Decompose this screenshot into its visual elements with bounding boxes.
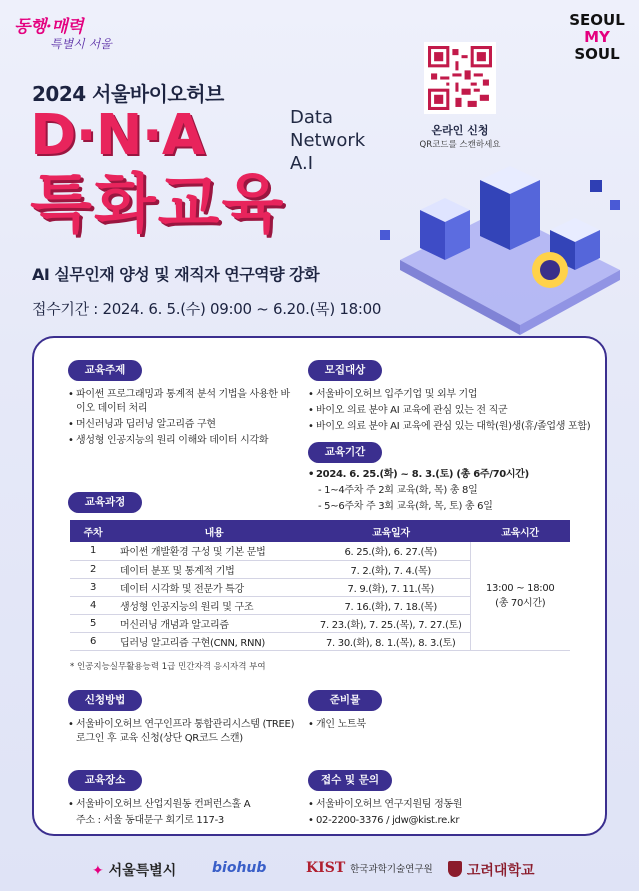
application-period: 접수기간 : 2024. 6. 5.(수) 09:00 ~ 6.20.(목) 18:00 [32,300,382,318]
isometric-tech-illustration [360,140,639,340]
year-title: 2024 서울바이오허브 [32,82,224,106]
dna-meaning-line: Data [290,107,333,128]
period-list [308,468,598,516]
korea-univ-crest-icon [448,861,462,877]
place-label: 교육장소 [68,770,142,791]
week-cell: 6 [70,632,116,650]
list-item: • 파이썬 프로그래밍과 통계적 분석 기법을 사용한 바이오 데이터 처리 [68,388,298,416]
date-cell: 6. 25.(화), 6. 27.(목) [312,542,470,560]
week-cell: 2 [70,560,116,578]
biohub-logo: biohub [212,860,267,876]
week-cell: 3 [70,578,116,596]
time-total: (총 70시간) [495,597,546,609]
dna-meaning [290,106,365,175]
list-item: • 바이오 의료 분야 AI 교육에 관심 있는 대학(원)생(휴/졸업생 포함) [308,420,598,434]
list-item: • 바이오 의료 분야 AI 교육에 관심 있는 전 직군 [308,404,598,418]
dna-meaning-line: A.I [290,153,314,174]
seoul-city-name: 서울특별시 [108,863,177,879]
list-item: • 02-2200-3376 / jdw@kist.re.kr [308,814,598,828]
period-label: 교육기간 [308,442,382,463]
list-item: • 서울바이오허브 연구지원팀 정동원 [308,798,598,812]
target-list [308,388,598,436]
footer-logos [0,848,639,891]
seoul-logo-line: SEOUL [569,11,625,29]
hero-banner [0,0,639,340]
table-header-row [70,520,570,542]
list-item: • 머신러닝과 딥러닝 알고리즘 구현 [68,418,298,432]
korea-univ-name: 고려대학교 [466,863,535,879]
seoul-my-soul-logo [567,12,627,63]
seoul-logo-line: SOUL [574,45,620,63]
date-cell: 7. 16.(화), 7. 18.(목) [312,596,470,614]
course-table [70,520,570,651]
seoul-logo-line: MY [584,28,610,46]
header-content: 내용 [116,520,312,542]
seoul-slogan-logo [14,12,124,52]
topic-list [68,388,298,450]
kist-logo [306,860,433,876]
time-main: 13:00 ~ 18:00 [486,582,555,594]
list-item: • 서울바이오허브 입주기업 및 외부 기업 [308,388,598,402]
table-row [70,542,570,560]
seoul-city-emblem-icon: ✦ [92,863,104,879]
content-cell: 파이썬 개발환경 구성 및 기본 문법 [116,542,312,560]
info-card [32,336,607,836]
course-label: 교육과정 [68,492,142,513]
date-cell: 7. 23.(화), 7. 25.(목), 7. 27.(토) [312,614,470,632]
time-cell [470,542,570,650]
content-cell: 머신러닝 개념과 알고리즘 [116,614,312,632]
list-item: • 개인 노트북 [308,718,598,732]
dna-title: D·N·A [30,103,205,168]
seoul-city-logo [92,860,176,880]
header-week: 주차 [70,520,116,542]
topic-label: 교육주제 [68,360,142,381]
prep-list [308,718,598,734]
qr-code-icon [428,46,492,110]
kist-name: 한국과학기술연구원 [350,864,433,875]
date-cell: 7. 9.(화), 7. 11.(목) [312,578,470,596]
week-cell: 4 [70,596,116,614]
list-item: • 서울바이오허브 산업지원동 컨퍼런스홀 A [68,798,298,812]
header-date: 교육일자 [312,520,470,542]
list-item: • 생성형 인공지능의 원리 이해와 데이터 시각화 [68,434,298,448]
qr-title: 온라인 신청 [431,124,489,137]
slogan-line-2: 특별시 서울 [50,37,112,51]
kist-mark: KIST [306,860,346,876]
contact-list [308,798,598,830]
dna-meaning-line: Network [290,130,366,151]
period-sub: - 1~4주차 주 2회 교육(화, 목) 총 8일 [318,485,478,496]
content-cell: 생성형 인공지능의 원리 및 구조 [116,596,312,614]
korea-univ-logo [448,860,535,880]
header-time: 교육시간 [470,520,570,542]
qr-instruction: QR코드를 스캔하세요 [419,140,501,150]
list-item: 주소 : 서울 동대문구 회기로 117-3 [76,815,224,826]
list-item: • 서울바이오허브 연구인프라 통합관리시스템 (TREE) 로그인 후 교육 신청(상단 QR코드 스캔) [68,718,298,746]
content-cell: 데이터 시각화 및 전문가 특강 [116,578,312,596]
prep-label: 준비물 [308,690,382,711]
apply-label: 신청방법 [68,690,142,711]
period-main: • 2024. 6. 25.(화) ~ 8. 3.(토) (총 6주/70시간) [308,468,598,482]
week-cell: 5 [70,614,116,632]
date-cell: 7. 2.(화), 7. 4.(목) [312,560,470,578]
subtitle: AI 실무인재 양성 및 재직자 연구역량 강화 [32,265,320,284]
slogan-line-1: 동행·매력 [14,17,84,37]
contact-label: 접수 및 문의 [308,770,392,791]
content-cell: 딥러닝 알고리즘 구현(CNN, RNN) [116,632,312,650]
target-label: 모집대상 [308,360,382,381]
place-list [68,798,298,830]
content-cell: 데이터 분포 및 통계적 기법 [116,560,312,578]
date-cell: 7. 30.(화), 8. 1.(목), 8. 3.(토) [312,632,470,650]
course-note: * 인공지능실무활용능력 1급 민간자격 응시자격 부여 [70,662,266,672]
period-sub: - 5~6주차 주 3회 교육(화, 목, 토) 총 6일 [318,501,493,512]
apply-list [68,718,298,748]
qr-code[interactable] [424,42,496,114]
main-title: 특화교육 [30,168,286,242]
week-cell: 1 [70,542,116,560]
